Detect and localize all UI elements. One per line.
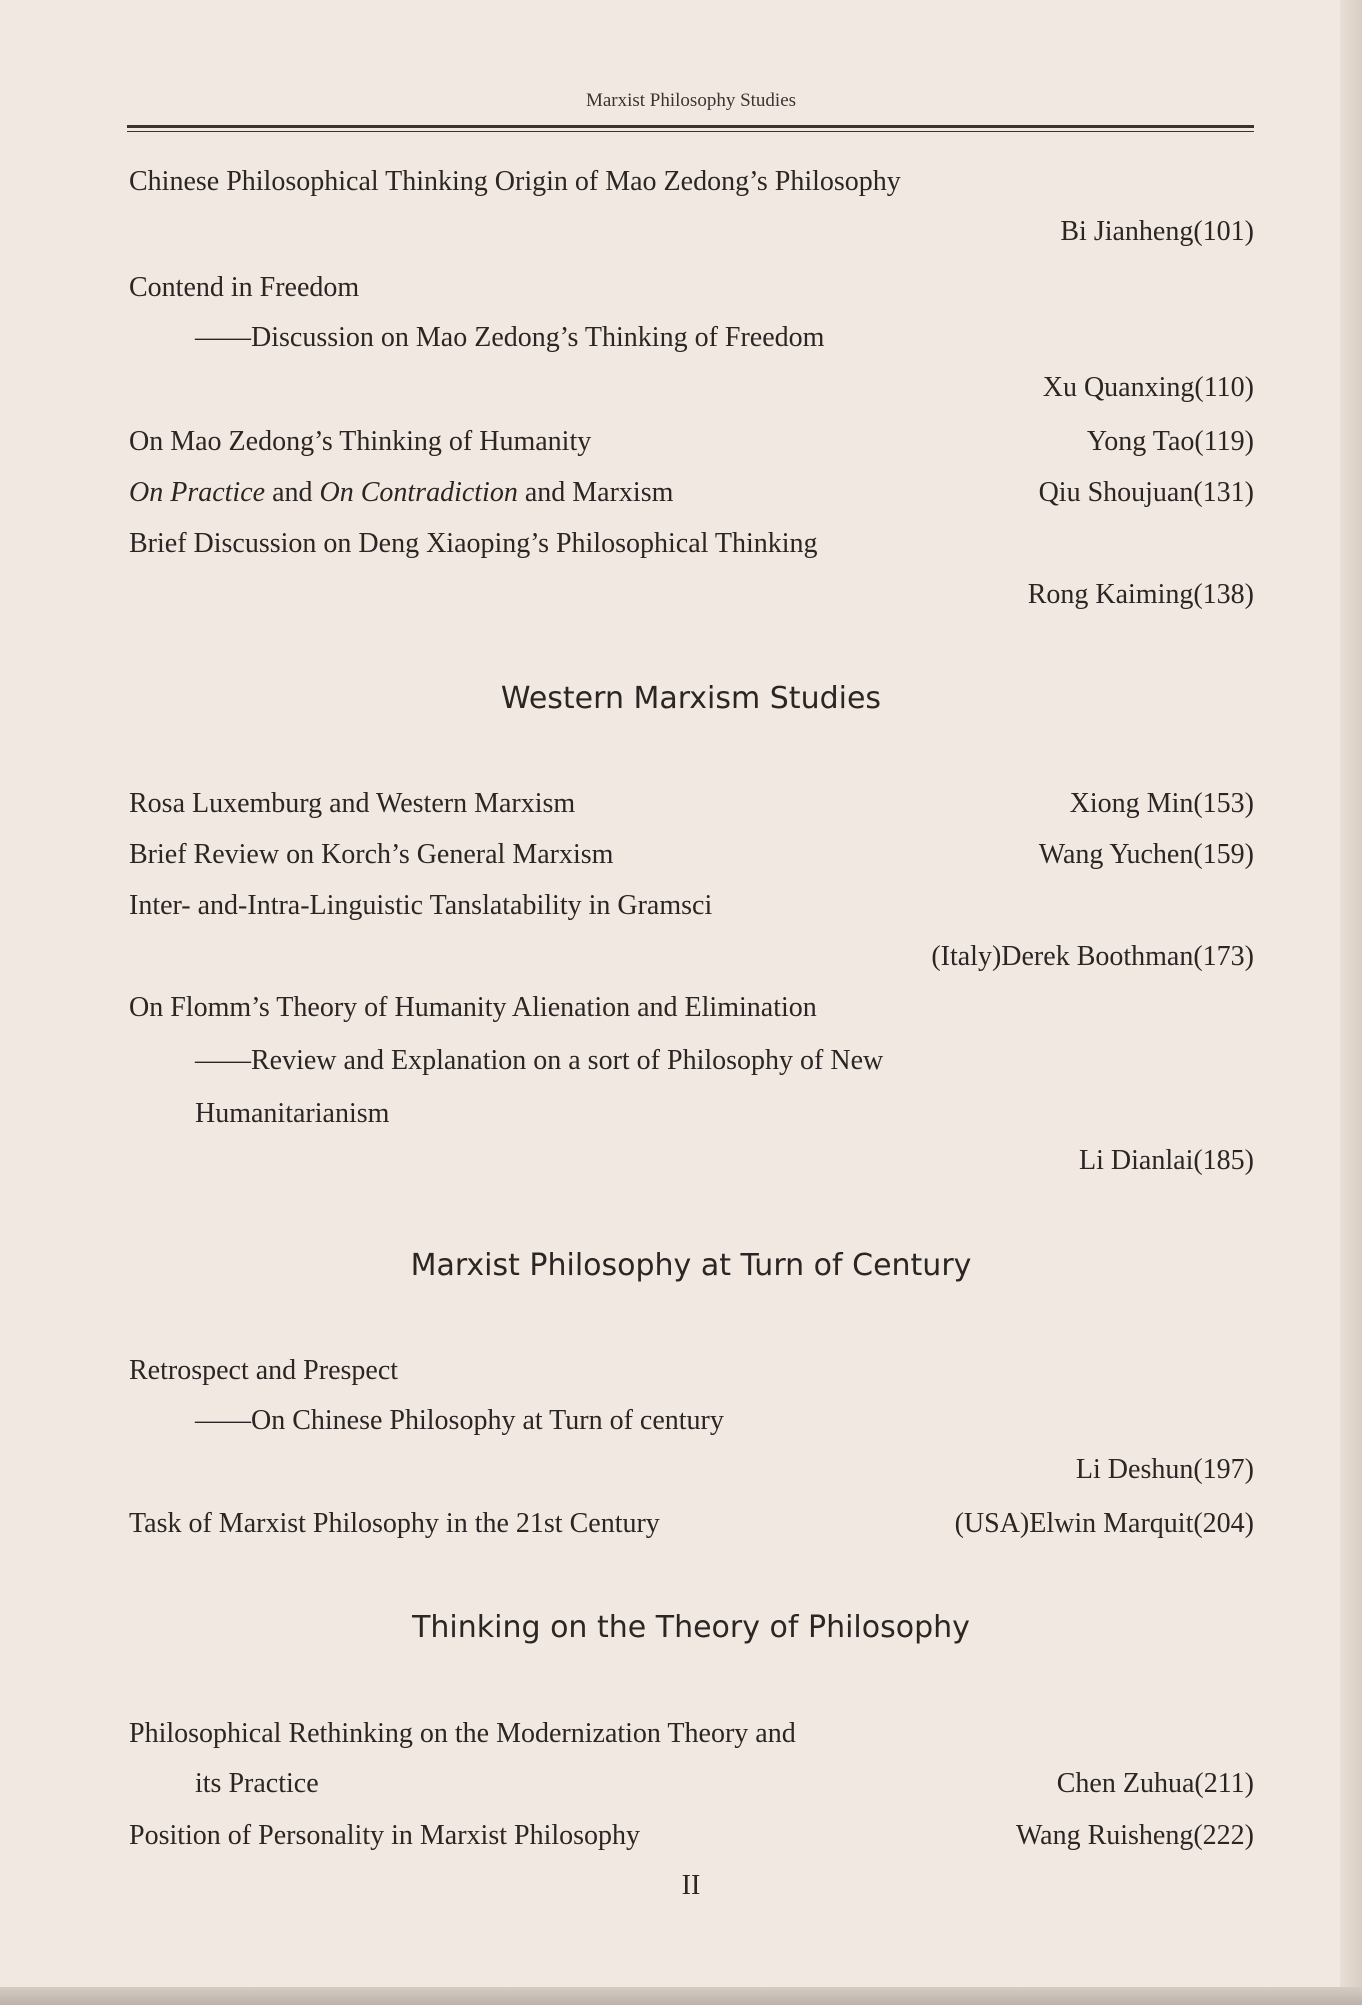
italic-title: On Contradiction	[319, 477, 518, 508]
toc-entry-subtitle: ——Discussion on Mao Zedong’s Thinking of Freedom	[195, 322, 825, 353]
toc-entry-author: Rong Kaiming(138)	[1027, 579, 1254, 610]
toc-entry-title: On Flomm’s Theory of Humanity Alienation and Elimination	[129, 992, 817, 1023]
toc-entry-author: Xiong Min(153)	[1069, 788, 1254, 819]
leader-dots	[670, 1506, 706, 1542]
section-heading: Western Marxism Studies	[500, 681, 882, 716]
toc-entry-row	[129, 837, 1254, 873]
leader-dots	[250, 939, 921, 975]
toc-entry-author-row	[214, 1452, 1254, 1488]
title-connector: and Marxism	[517, 477, 674, 508]
toc-entry-row	[129, 1506, 1254, 1542]
leader-dots	[683, 475, 1028, 511]
toc-entry-author: Bi Jianheng(101)	[1060, 216, 1254, 247]
toc-entry-author: Wang Ruisheng(222)	[1015, 1820, 1254, 1851]
leader-dots	[601, 424, 1077, 460]
toc-entry-title: Position of Personality in Marxist Philosophy	[129, 1820, 641, 1851]
page-bottom-edge	[0, 1987, 1362, 2005]
leader-dots	[329, 1766, 1047, 1802]
toc-entry-row	[129, 786, 1254, 822]
running-head: Marxist Philosophy Studies	[585, 90, 797, 111]
toc-entry-author-row	[214, 370, 1254, 406]
section-heading: Thinking on the Theory of Philosophy	[412, 1610, 970, 1645]
header-rule	[127, 125, 1254, 128]
toc-entry-title: Rosa Luxemburg and Western Marxism	[129, 788, 576, 819]
header-rule-thin	[127, 131, 1254, 132]
toc-entry-row	[129, 424, 1254, 460]
leader-dots	[250, 1143, 1069, 1179]
leader-dots	[585, 786, 1059, 822]
toc-entry-title: Contend in Freedom	[129, 272, 360, 303]
toc-entry-row	[129, 475, 1254, 511]
toc-entry-author: Li Dianlai(185)	[1079, 1145, 1254, 1176]
toc-entry-title	[129, 475, 673, 511]
page-number: II	[681, 1870, 701, 1901]
toc-entry-title: On Mao Zedong’s Thinking of Humanity	[129, 426, 592, 457]
toc-entry-author: (Italy)Derek Boothman(173)	[931, 941, 1254, 972]
toc-entry-subtitle: Humanitarianism	[195, 1098, 390, 1129]
toc-entry-row	[195, 1766, 1254, 1802]
toc-entry-title: Brief Discussion on Deng Xiaoping’s Philosophical Thinking	[129, 528, 818, 559]
toc-entry-author: Qiu Shoujuan(131)	[1038, 477, 1254, 508]
toc-entry-title: Inter- and-Intra-Linguistic Tanslatability in Gramsci	[129, 890, 713, 921]
toc-entry-author-row	[214, 214, 1254, 250]
leader-dots	[212, 577, 1018, 613]
toc-entry-title: Philosophical Rethinking on the Modernization Theory and	[129, 1718, 796, 1749]
leader-dots	[650, 1818, 810, 1854]
toc-entry-subtitle: ——Review and Explanation on a sort of Philosophy of New	[195, 1045, 884, 1076]
toc-entry-author-row	[240, 1143, 1254, 1179]
section-heading: Marxist Philosophy at Turn of Century	[410, 1248, 972, 1283]
toc-entry-author: (USA)Elwin Marquit(204)	[954, 1508, 1254, 1539]
toc-entry-author-row	[240, 939, 1254, 975]
toc-entry-title: Chinese Philosophical Thinking Origin of Mao Zedong’s Philosophy	[129, 166, 901, 197]
toc-entry-title: Brief Review on Korch’s General Marxism	[129, 839, 614, 870]
italic-title: On Practice	[129, 477, 266, 508]
leader-dots	[623, 837, 1028, 873]
title-connector: and	[265, 477, 320, 508]
toc-entry-title-continued: its Practice	[195, 1768, 319, 1799]
toc-entry-title: Task of Marxist Philosophy in the 21st Century	[129, 1508, 660, 1539]
toc-entry-author: Xu Quanxing(110)	[1042, 372, 1254, 403]
leader-dots	[224, 214, 1050, 250]
toc-entry-author: Li Deshun(197)	[1075, 1454, 1254, 1485]
toc-entry-author: Wang Yuchen(159)	[1038, 839, 1254, 870]
toc-entry-title: Retrospect and Prespect	[129, 1355, 399, 1386]
page-edge-shadow	[1340, 0, 1362, 2005]
toc-entry-author: Chen Zuhua(211)	[1056, 1768, 1254, 1799]
toc-entry-author: Yong Tao(119)	[1086, 426, 1254, 457]
leader-dots	[224, 1452, 1066, 1488]
leader-dots	[224, 370, 1033, 406]
toc-entry-author-row	[202, 577, 1254, 613]
toc-entry-row	[129, 1818, 1254, 1854]
toc-entry-subtitle: ——On Chinese Philosophy at Turn of century	[195, 1405, 724, 1436]
